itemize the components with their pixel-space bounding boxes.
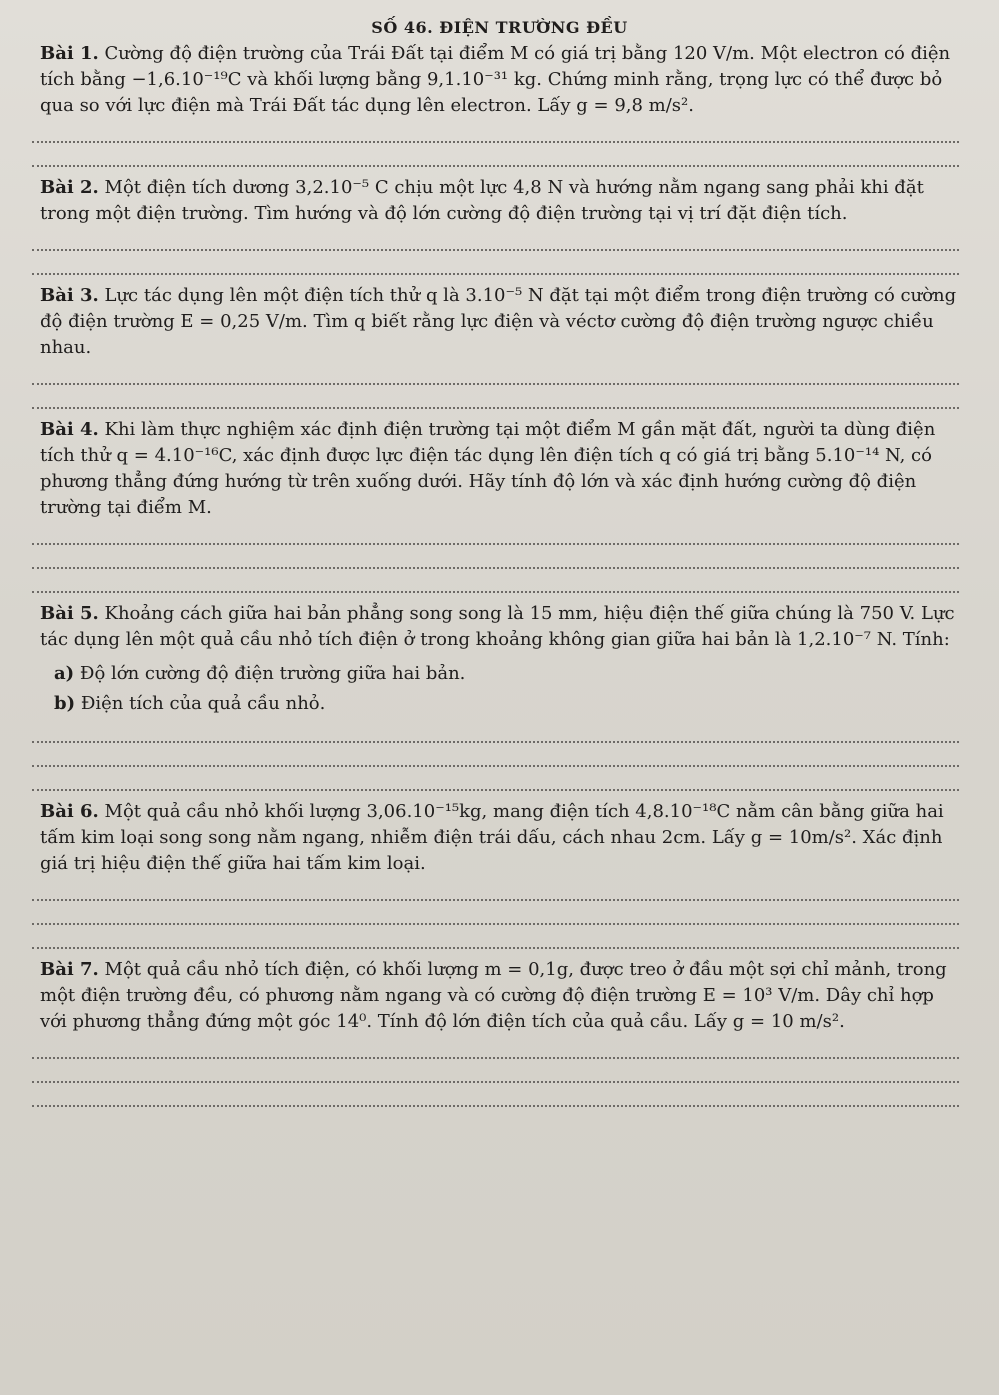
problem-1 [40, 41, 959, 167]
problem-3-text [40, 283, 959, 361]
problem-6 [40, 799, 959, 949]
answer-line [32, 925, 959, 949]
problem-2 [40, 175, 959, 275]
answer-line [32, 251, 959, 275]
problem-3-body: Lực tác dụng lên một điện tích thử q là 3.10⁻⁵ N đặt tại một điểm trong điện trường có cường độ điện trường E = 0,25 V/m. Tìm q biết rằng lực điện và véctơ cường độ điện trường ngược chiều nhau. [40, 285, 957, 358]
sub-b-text: Điện tích của quả cầu nhỏ. [80, 693, 326, 714]
problem-4-body: Khi làm thực nghiệm xác định điện trường tại một điểm M gần mặt đất, người ta dùng điện tích thử q = 4.10⁻¹⁶C, xác định được lực điện tác dụng lên điện tích q có giá trị bằng 5.10⁻¹⁴ N, có phương thẳng đứng hướng từ trên xuống dưới. Hãy tính độ lớn và xác định hướng cường độ điện trường tại điểm M. [40, 419, 936, 518]
problem-6-body: Một quả cầu nhỏ khối lượng 3,06.10⁻¹⁵kg, mang điện tích 4,8.10⁻¹⁸C nằm cân bằng giữa hai tấm kim loại song song nằm ngang, nhiễm điện trái dấu, cách nhau 2cm. Lấy g = 10m/s². Xác định giá trị hiệu điện thế giữa hai tấm kim loại. [40, 801, 944, 874]
worksheet-title: SỐ 46. ĐIỆN TRƯỜNG ĐỀU [371, 18, 628, 37]
answer-line [32, 119, 959, 143]
problem-1-body: Cường độ điện trường của Trái Đất tại điểm M có giá trị bằng 120 V/m. Một electron có điện tích bằng −1,6.10⁻¹⁹C và khối lượng bằng 9,1.10⁻³¹ kg. Chứng minh rằng, trọng lực có thể được bỏ qua so với lực điện mà Trái Đất tác dụng lên electron. Lấy g = 9,8 m/s². [40, 43, 951, 116]
problem-4-label: Bài 4. [40, 419, 99, 440]
sub-b-label: b) [54, 693, 76, 714]
answer-line [32, 719, 959, 743]
problem-7-body: Một quả cầu nhỏ tích điện, có khối lượng m = 0,1g, được treo ở đầu một sợi chỉ mảnh, trong một điện trường đều, có phương nằm ngang và có cường độ điện trường E = 10³ V/m. Dây chỉ hợp với phương thẳng đứng một góc 14⁰. Tính độ lớn điện tích của quả cầu. Lấy g = 10 m/s². [40, 959, 947, 1032]
answer-line [32, 901, 959, 925]
problem-1-label: Bài 1. [40, 43, 99, 64]
problem-3 [40, 283, 959, 409]
problem-4-text [40, 417, 959, 521]
problem-2-body: Một điện tích dương 3,2.10⁻⁵ C chịu một lực 4,8 N và hướng nằm ngang sang phải khi đặt trong một điện trường. Tìm hướng và độ lớn cường độ điện trường tại vị trí đặt điện tích. [40, 177, 924, 224]
answer-line [32, 1059, 959, 1083]
problem-7-label: Bài 7. [40, 959, 99, 980]
problem-1-text [40, 41, 959, 119]
answer-line [32, 569, 959, 593]
problem-6-label: Bài 6. [40, 801, 99, 822]
answer-line [32, 227, 959, 251]
problem-2-text [40, 175, 959, 227]
answer-line [32, 767, 959, 791]
problem-5 [40, 601, 959, 791]
problem-2-label: Bài 2. [40, 177, 99, 198]
problem-7 [40, 957, 959, 1107]
problem-5-text [40, 601, 959, 653]
problem-5-subquestions [54, 659, 959, 719]
problem-4 [40, 417, 959, 593]
problem-5-body: Khoảng cách giữa hai bản phẳng song song là 15 mm, hiệu điện thế giữa chúng là 750 V. Lực tác dụng lên một quả cầu nhỏ tích điện ở trong khoảng không gian giữa hai bản là 1,2.10⁻⁷ N. Tính: [40, 603, 955, 650]
problem-7-text [40, 957, 959, 1035]
problem-5-sub-b [54, 689, 959, 719]
answer-line [32, 743, 959, 767]
answer-line [32, 877, 959, 901]
problem-6-text [40, 799, 959, 877]
sub-a-label: a) [54, 663, 75, 684]
answer-line [32, 521, 959, 545]
answer-line [32, 385, 959, 409]
problem-5-sub-a [54, 659, 959, 689]
answer-line [32, 1083, 959, 1107]
problem-5-label: Bài 5. [40, 603, 99, 624]
answer-line [32, 1035, 959, 1059]
answer-line [32, 143, 959, 167]
answer-line [32, 361, 959, 385]
answer-line [32, 545, 959, 569]
problem-3-label: Bài 3. [40, 285, 99, 306]
sub-a-text: Độ lớn cường độ điện trường giữa hai bản. [79, 663, 466, 684]
